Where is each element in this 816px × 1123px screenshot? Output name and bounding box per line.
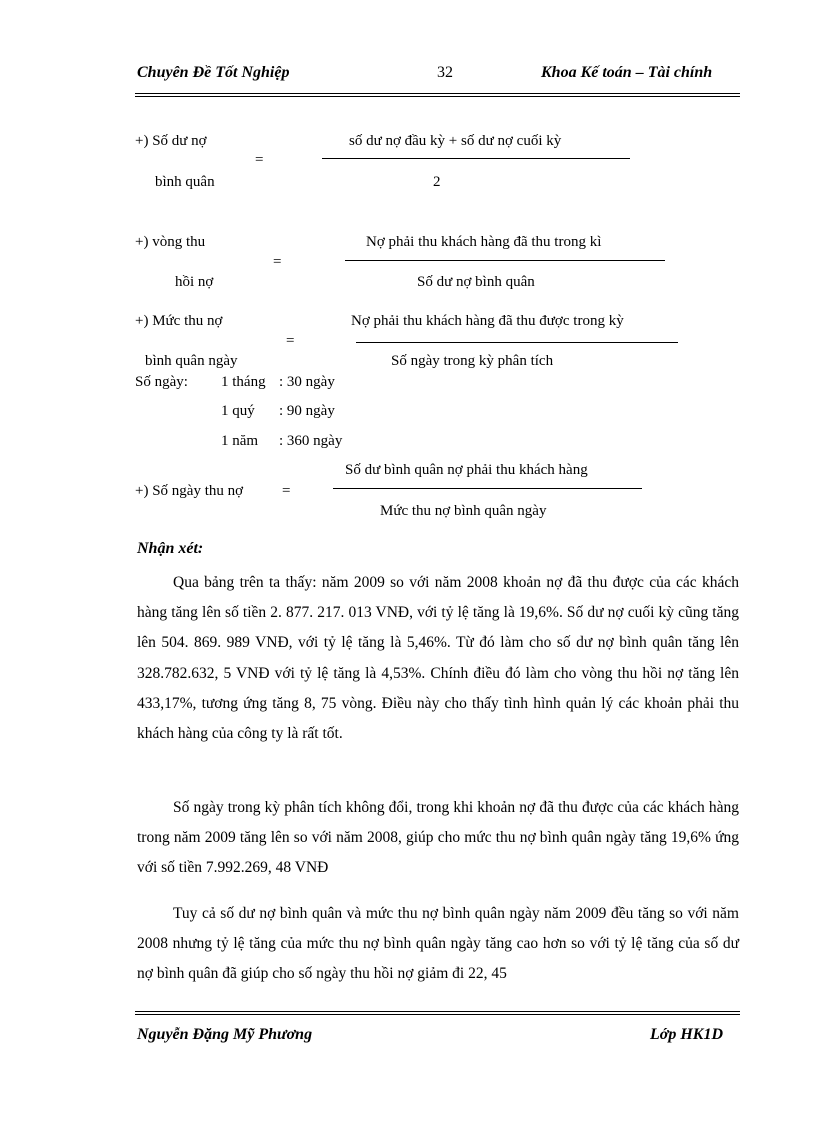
formula1-fraction-bar — [322, 158, 630, 159]
formula3-fraction-bar — [356, 342, 678, 343]
formula4-fraction-bar — [333, 488, 642, 489]
formula2-denominator: Số dư nợ bình quân — [417, 274, 535, 290]
days-unit-quarter: 1 quý — [221, 403, 255, 419]
paragraph-3-text: Tuy cả số dư nợ bình quân và mức thu nợ bình quân ngày năm 2009 đều tăng so với năm 2008 nhưng tỷ lệ tăng của mức thu nợ bình quân ngày tăng cao hơn so với tỷ lệ tăng của số dư nợ bình quân đã giúp cho số ngày thu hồi nợ giảm đi 22, 45 — [137, 905, 739, 983]
formula1-numerator: số dư nợ đầu kỳ + số dư nợ cuối kỳ — [349, 133, 562, 149]
formula4-equals: = — [282, 483, 291, 499]
days-value-month: : 30 ngày — [279, 374, 335, 390]
days-value-quarter: : 90 ngày — [279, 403, 335, 419]
formula2-label-line1: +) vòng thu — [135, 234, 206, 250]
formula2-label-line2: hồi nợ — [175, 274, 214, 290]
header-title: Chuyên Đề Tốt Nghiệp — [137, 64, 290, 81]
paragraph-3 — [137, 899, 739, 990]
days-value-year: : 360 ngày — [279, 433, 343, 449]
header-department: Khoa Kế toán – Tài chính — [541, 64, 713, 81]
formula1-label-line2: bình quân — [155, 174, 215, 190]
formula3-numerator: Nợ phải thu khách hàng đã thu được trong kỳ — [351, 313, 624, 329]
footer-rule-bottom — [135, 1014, 740, 1015]
paragraph-1-text: Qua bảng trên ta thấy: năm 2009 so với năm 2008 khoản nợ đã thu được của các khách hàng tăng lên số tiền 2. 877. 217. 013 VNĐ, với tỷ lệ tăng là 19,6%. Số dư nợ cuối kỳ cũng tăng lên 504. 869. 989 VNĐ, với tỷ lệ tăng là 5,46%. Từ đó làm cho số dư nợ bình quân tăng lên 328.782.632, 5 VNĐ với tỷ lệ tăng là 4,53%. Chính điều đó làm cho vòng thu hồi nợ tăng lên 433,17%, tương ứng tăng 8, 75 vòng. Điều này cho thấy tình hình quản lý các khoản phải thu khách hàng của công ty là rất tốt. — [137, 574, 739, 743]
formula3-label-line1: +) Mức thu nợ — [135, 313, 223, 329]
formula4-label: +) Số ngày thu nợ — [135, 483, 244, 499]
remark-heading: Nhận xét: — [137, 540, 204, 557]
page-number: 32 — [437, 64, 453, 81]
formula4-numerator: Số dư bình quân nợ phải thu khách hàng — [345, 462, 588, 478]
formula1-denominator: 2 — [433, 174, 441, 190]
days-unit-month: 1 tháng — [221, 374, 266, 390]
formula4-denominator: Mức thu nợ bình quân ngày — [380, 503, 547, 519]
formula1-equals: = — [255, 152, 264, 168]
days-label: Số ngày: — [135, 374, 188, 390]
formula2-fraction-bar — [345, 260, 665, 261]
header-rule-bottom — [135, 96, 740, 97]
header-rule-top — [135, 93, 740, 94]
paragraph-1 — [137, 568, 739, 749]
formula3-denominator: Số ngày trong kỳ phân tích — [391, 353, 554, 369]
formula1-label-line1: +) Số dư nợ — [135, 133, 207, 149]
paragraph-2-text: Số ngày trong kỳ phân tích không đổi, trong khi khoản nợ đã thu được của các khách hàng trong năm 2009 tăng lên so với năm 2008, giúp cho mức thu nợ bình quân ngày tăng 19,6% ứng với số tiền 7.992.269, 48 VNĐ — [137, 799, 739, 877]
formula2-equals: = — [273, 254, 282, 270]
paragraph-2 — [137, 793, 739, 884]
days-unit-year: 1 năm — [221, 433, 259, 449]
formula2-numerator: Nợ phải thu khách hàng đã thu trong kì — [366, 234, 602, 250]
footer-class: Lớp HK1D — [650, 1026, 724, 1043]
formula3-label-line2: bình quân ngày — [145, 353, 238, 369]
footer-author: Nguyễn Đặng Mỹ Phương — [137, 1026, 313, 1043]
formula3-equals: = — [286, 333, 295, 349]
footer-rule-top — [135, 1011, 740, 1012]
